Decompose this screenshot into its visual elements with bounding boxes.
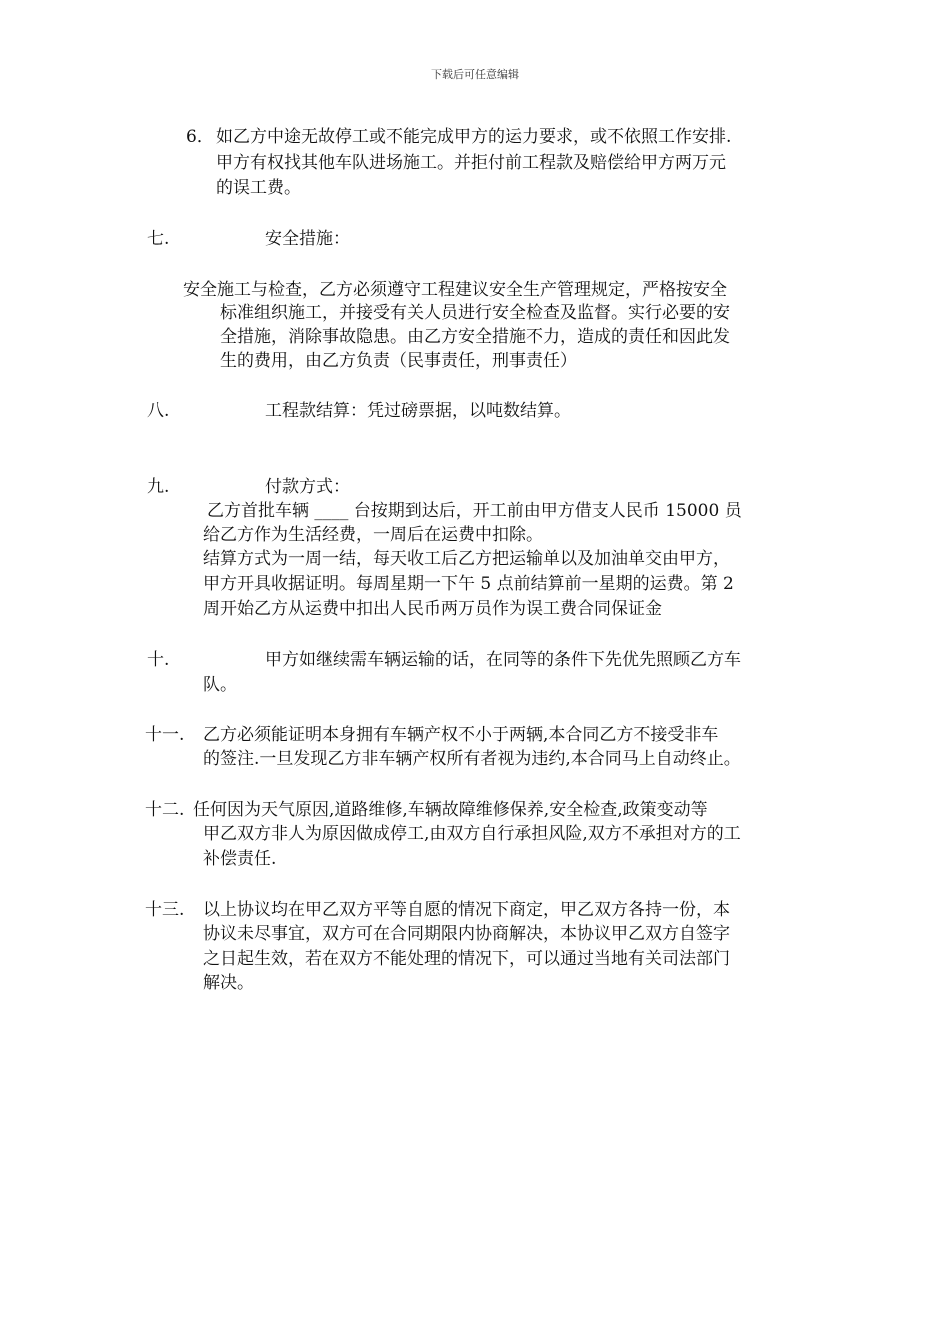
section-12-line-1: 任何因为天气原因,道路维修,车辆故障维修保养,安全检查,政策变动等 <box>193 800 708 820</box>
section-13-line-1: 以上协议均在甲乙双方平等自愿的情况下商定，甲乙双方各持一份，本 <box>203 900 730 920</box>
section-7-line-2: 标准组织施工，并接受有关人员进行安全检查及监督。实行必要的安 <box>220 303 730 323</box>
section-9-line-3: 结算方式为一周一结，每天收工后乙方把运输单以及加油单交由甲方， <box>203 549 730 569</box>
section-7-title: 安全措施： <box>265 229 350 249</box>
section-12-marker: 十二. <box>145 800 185 820</box>
section-6-line-3: 的误工费。 <box>216 178 301 198</box>
section-13-marker: 十三. <box>145 900 185 920</box>
section-9-line-2: 给乙方作为生活经费，一周后在运费中扣除。 <box>203 525 543 545</box>
section-12-line-2: 甲乙双方非人为原因做成停工,由双方自行承担风险,双方不承担对方的工 <box>203 824 741 844</box>
section-11-marker: 十一. <box>145 725 185 745</box>
section-13-line-3: 之日起生效，若在双方不能处理的情况下，可以通过当地有关司法部门 <box>203 949 730 969</box>
section-7-line-1: 安全施工与检查，乙方必须遵守工程建议安全生产管理规定，严格按安全 <box>183 280 727 300</box>
section-10-line-2: 队。 <box>203 675 237 695</box>
section-12-line-3: 补偿责任. <box>203 849 277 869</box>
section-8-title: 工程款结算：凭过磅票据，以吨数结算。 <box>265 401 571 421</box>
section-13-line-2: 协议未尽事宜，双方可在合同期限内协商解决，本协议甲乙双方自签字 <box>203 924 730 944</box>
section-9-line-5: 周开始乙方从运费中扣出人民币两万员作为误工费合同保证金 <box>203 599 662 619</box>
section-10-line-1: 甲方如继续需车辆运输的话，在同等的条件下先优先照顾乙方车 <box>265 650 741 670</box>
section-7-line-3: 全措施，消除事故隐患。由乙方安全措施不力，造成的责任和因此发 <box>220 327 730 347</box>
section-11-line-2: 的签注.一旦发现乙方非车辆产权所有者视为违约,本合同马上自动终止。 <box>203 749 741 769</box>
section-10-marker: 十. <box>147 650 170 670</box>
section-9-line-4: 甲方开具收据证明。每周星期一下午 5 点前结算前一星期的运费。第 2 <box>203 574 734 594</box>
section-6-line-2: 甲方有权找其他车队进场施工。并拒付前工程款及赔偿给甲方两万元 <box>216 153 726 173</box>
section-7-line-4: 生的费用，由乙方负责（民事责任，刑事责任） <box>220 351 577 371</box>
section-7-marker: 七. <box>147 229 170 249</box>
section-9-line-1: 乙方首批车辆 ____ 台按期到达后，开工前由甲方借支人民币 15000 员 <box>207 501 742 521</box>
section-11-line-1: 乙方必须能证明本身拥有车辆产权不小于两辆,本合同乙方不接受非车 <box>203 725 719 745</box>
section-8-marker: 八. <box>147 401 170 421</box>
section-6-marker: 6． <box>186 127 214 147</box>
page-header: 下载后可任意编辑 <box>431 68 519 81</box>
section-6-line-1: 如乙方中途无故停工或不能完成甲方的运力要求，或不依照工作安排. <box>216 127 732 147</box>
section-9-marker: 九. <box>147 477 170 497</box>
section-9-title: 付款方式： <box>265 477 350 497</box>
section-13-line-4: 解决。 <box>203 973 254 993</box>
